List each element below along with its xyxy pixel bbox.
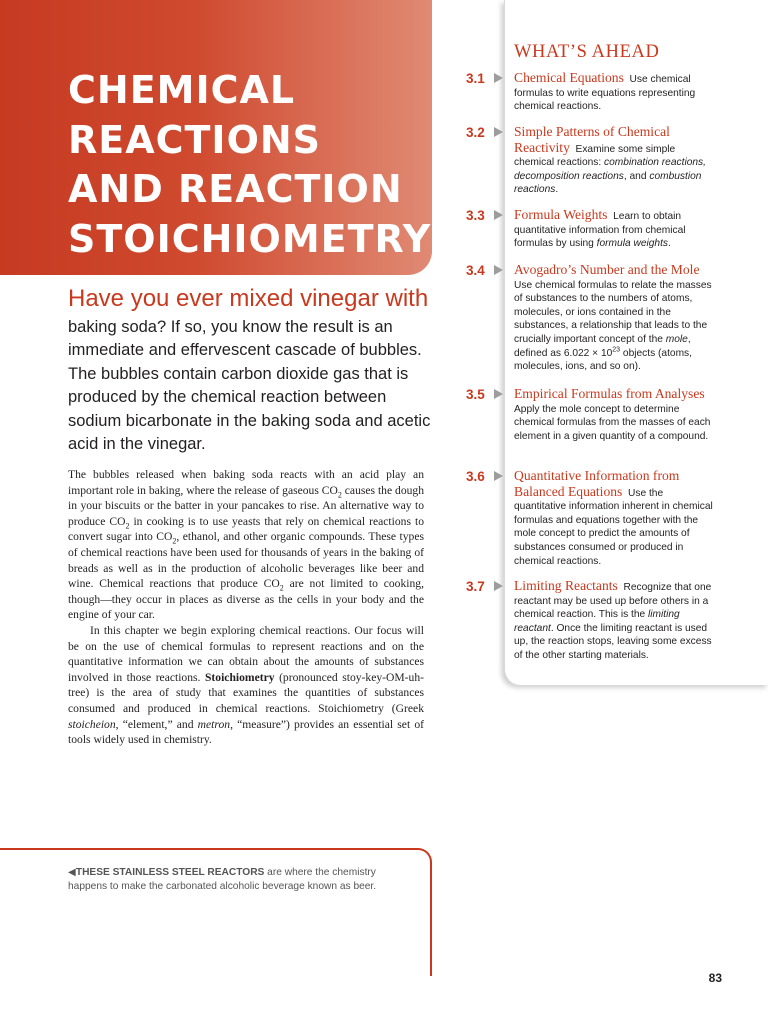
section-text — [514, 125, 718, 197]
text-run: in cooking is to use yeasts that rely on chemical reactions to convert sugar into CO — [68, 514, 424, 544]
section-description: Learn to obtain quantitative information from chemical formulas by using — [514, 211, 686, 250]
chapter-title-line: STOICHIOMETRY — [68, 216, 432, 261]
body-text — [68, 467, 424, 748]
subscript: 2 — [279, 583, 284, 593]
play-arrow-icon — [494, 73, 503, 83]
section-description: objects (atoms, molecules, ions, and so on). — [514, 347, 692, 373]
section-text — [514, 579, 718, 663]
key-term: Stoichiometry — [204, 670, 275, 684]
section-description: , defined as 6.022 × 10 — [514, 333, 691, 359]
chapter-title-banner — [0, 0, 432, 275]
photo-caption — [68, 866, 408, 893]
text-run: causes the dough in your biscuits or the batter in your pancakes to rise. An alternative way to produce CO — [68, 483, 425, 528]
superscript: 23 — [612, 346, 621, 354]
subscript: 2 — [125, 521, 130, 531]
text-run: In this chapter we begin exploring chemical reactions. Our focus will be on the use of chemical formulas to represent reactions and on the quantitative information we can obtain about the amounts of substances involved in those reactions. — [68, 623, 424, 684]
text-run: , ethanol, and other organic compounds. These types of chemical reactions have been used for thousands of years in the baking of breads as well as in the production of alcoholic beverages like beer and wine. Chemical reactions that produce CO — [68, 530, 424, 591]
italic-term: stoicheion — [68, 717, 116, 731]
caption-marker-icon: ◀ — [68, 867, 76, 878]
section-description: Examine some simple chemical reactions: — [514, 143, 676, 169]
section-title: Chemical Equations — [514, 70, 624, 85]
section-text — [514, 208, 718, 251]
intro-body: baking soda? If so, you know the result is an immediate and effervescent cascade of bubbles. The bubbles contain carbon dioxide gas that is produced by the chemical reaction between sodium bicarbonate in the baking soda and acetic acid in the vinegar. — [68, 318, 431, 454]
play-arrow-icon — [494, 389, 503, 399]
chapter-title — [68, 66, 431, 264]
section-title: Empirical Formulas from Analyses — [514, 386, 705, 401]
text-run: are not limited to cooking, though—they occur in places as diverse as the cells in your body and the engine of your car. — [68, 577, 424, 622]
section-text — [514, 71, 718, 114]
section-number: 3.7 — [466, 579, 485, 594]
section-title: Limiting Reactants — [514, 578, 618, 593]
section-description: . — [555, 184, 559, 196]
play-arrow-icon — [494, 210, 503, 220]
text-run: , “measure”) provides an essential set of tools widely used in chemistry. — [68, 717, 424, 747]
whats-ahead-heading: WHAT’S AHEAD — [514, 42, 660, 62]
italic-term: mole — [665, 333, 688, 345]
body-paragraph-1 — [68, 467, 424, 623]
chapter-intro — [68, 284, 438, 456]
section-title: Quantitative Information from Balanced Equations — [514, 468, 680, 499]
section-number: 3.1 — [466, 71, 485, 86]
chapter-title-line: AND REACTION — [68, 167, 403, 211]
section-text — [514, 263, 718, 374]
section-title: Avogadro’s Number and the Mole — [514, 262, 700, 277]
chapter-title-line: CHEMICAL — [68, 68, 296, 112]
italic-term: limiting reactant — [514, 609, 680, 634]
text-run: The bubbles released when baking soda reacts with an acid play an important role in baking, where the release of gaseous CO — [68, 468, 424, 497]
text-run: , “element,” and — [115, 717, 198, 731]
section-description: Use chemical formulas to write equations representing chemical reactions. — [514, 74, 696, 113]
chapter-title-line: REACTIONS — [68, 117, 322, 162]
italic-term: combination reactions, decomposition reactions — [514, 157, 706, 182]
body-paragraph-2 — [68, 623, 424, 748]
section-description: Apply the mole concept to determine chemical formulas from the masses of each element in a given quantity of a compound. — [514, 403, 711, 442]
section-description: Use the quantitative information inherent in chemical formulas and equations together with the mole concept to predict the amounts of substances consumed or produced in chemical reactions. — [514, 487, 713, 567]
text-run: (pronounced stoy-key-OM-uh-tree) is the area of study that examines the quantities of substances consumed and produced in chemical reactions. Stoichiometry (Greek — [68, 670, 424, 715]
intro-lead: Have you ever mixed vinegar with — [68, 285, 429, 312]
section-description: . Once the limiting reactant is used up, the reaction stops, leaving some excess of the other starting materials. — [514, 622, 712, 661]
section-number: 3.5 — [466, 387, 485, 402]
section-number: 3.4 — [466, 263, 485, 278]
section-number: 3.2 — [466, 125, 485, 140]
subscript: 2 — [337, 489, 342, 499]
caption-lead: THESE STAINLESS STEEL REACTORS — [75, 867, 265, 878]
section-description: Recognize that one reactant may be used up before others in a chemical reaction. This is the — [514, 582, 712, 621]
italic-term: combustion reactions — [514, 170, 702, 196]
section-number: 3.6 — [466, 469, 485, 484]
section-description: , and — [623, 170, 650, 182]
play-arrow-icon — [494, 471, 503, 481]
play-arrow-icon — [494, 265, 503, 275]
section-description: . — [668, 238, 671, 250]
section-title: Simple Patterns of Chemical Reactivity — [514, 124, 670, 155]
italic-term: formula weights — [596, 238, 669, 250]
page-number: 83 — [708, 971, 722, 985]
subscript: 2 — [172, 536, 177, 546]
italic-term: metron — [197, 717, 231, 731]
caption-text: are where the chemistry happens to make the carbonated alcoholic beverage known as beer. — [68, 867, 377, 892]
section-number: 3.3 — [466, 208, 485, 223]
section-text — [514, 469, 718, 568]
play-arrow-icon — [494, 127, 503, 137]
section-title: Formula Weights — [514, 207, 608, 222]
section-description: Use chemical formulas to relate the masses of substances to the numbers of atoms, molecules, or ions contained in the substances, a relationship that leads to the crucially important concept of the — [514, 279, 712, 345]
section-text — [514, 387, 718, 443]
play-arrow-icon — [494, 581, 503, 591]
